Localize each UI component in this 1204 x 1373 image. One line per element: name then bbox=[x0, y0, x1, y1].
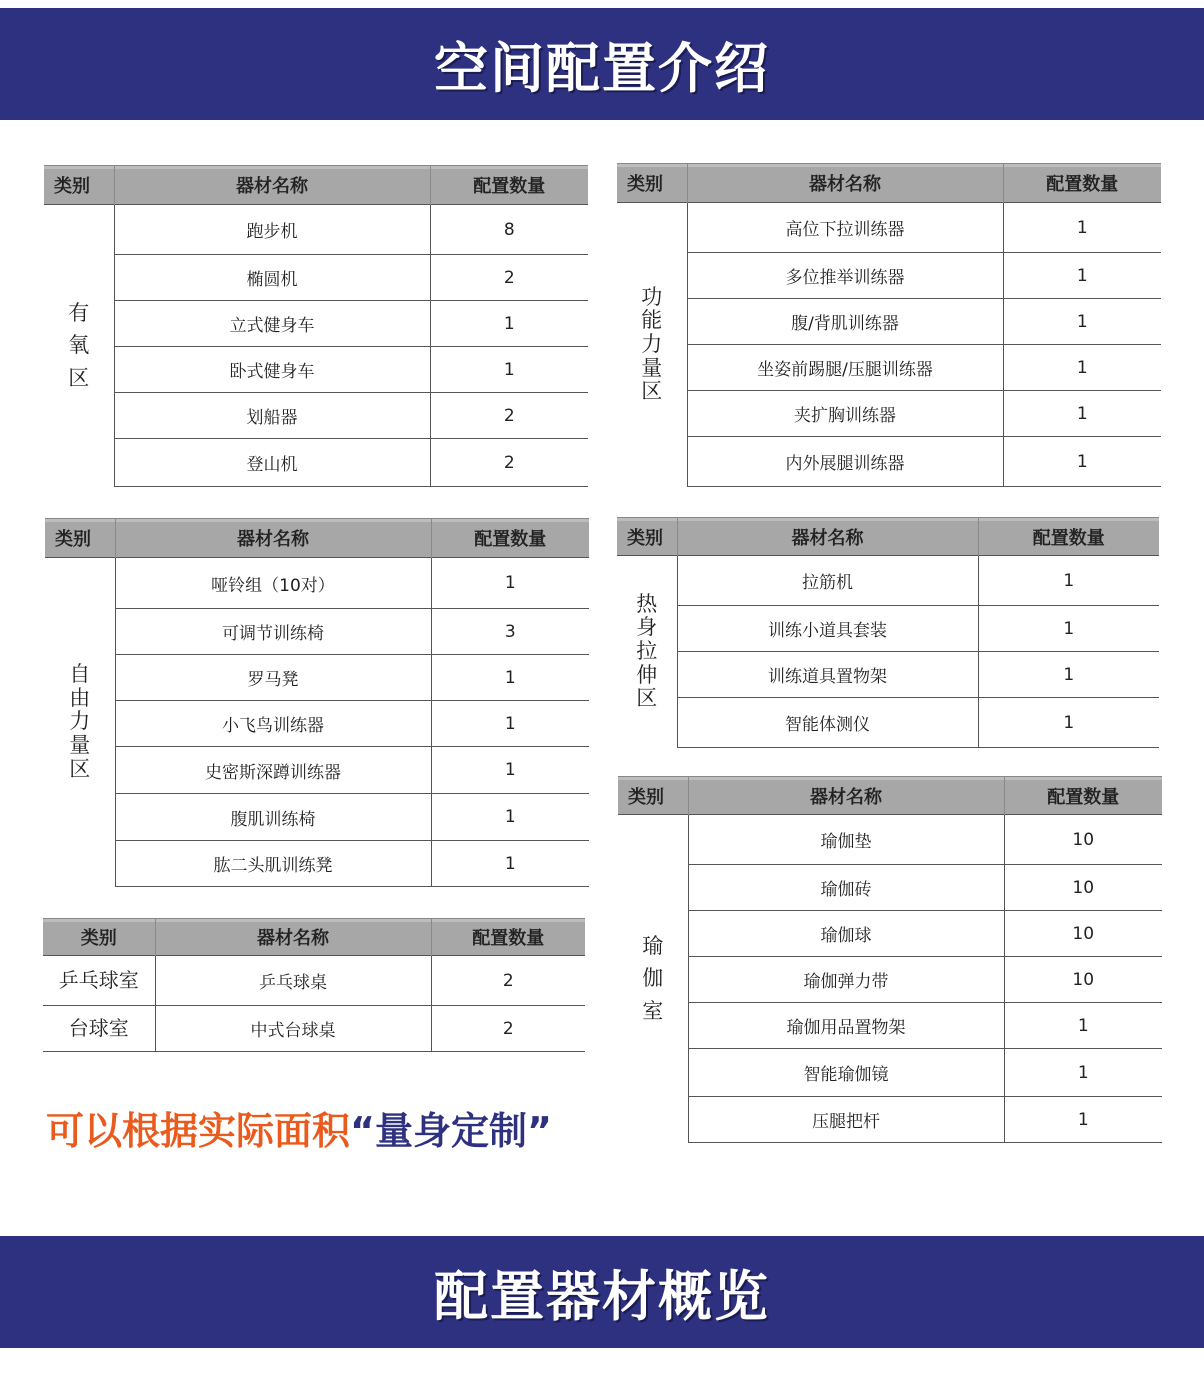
equipment-qty: 3 bbox=[431, 609, 589, 655]
equipment-qty: 1 bbox=[978, 652, 1159, 698]
equipment-qty: 2 bbox=[431, 956, 585, 1006]
table-row bbox=[618, 1097, 1162, 1143]
category-cell: 台球室 bbox=[43, 1006, 155, 1052]
col-name: 器材名称 bbox=[155, 919, 431, 956]
table-row bbox=[44, 347, 588, 393]
footer-title: 配置器材概览 bbox=[434, 1264, 770, 1328]
equipment-qty: 1 bbox=[1003, 437, 1161, 487]
col-name: 器材名称 bbox=[115, 519, 431, 558]
table-row bbox=[44, 301, 588, 347]
table-row bbox=[45, 558, 589, 609]
table-warmup bbox=[617, 517, 1159, 748]
footer-banner bbox=[0, 1236, 1204, 1348]
header-banner bbox=[0, 8, 1204, 120]
equipment-name: 智能体测仪 bbox=[677, 698, 978, 748]
table-row bbox=[45, 701, 589, 747]
equipment-name: 瑜伽砖 bbox=[688, 865, 1004, 911]
equipment-qty: 2 bbox=[430, 255, 588, 301]
page-title: 空间配置介绍 bbox=[434, 36, 770, 100]
equipment-name: 哑铃组（10对） bbox=[115, 558, 431, 609]
col-name: 器材名称 bbox=[687, 164, 1003, 203]
equipment-name: 腹/背肌训练器 bbox=[687, 299, 1003, 345]
table-free-weight bbox=[45, 518, 589, 887]
equipment-name: 史密斯深蹲训练器 bbox=[115, 747, 431, 794]
table-row bbox=[618, 815, 1162, 865]
custom-tagline bbox=[46, 1100, 552, 1155]
table-row bbox=[617, 437, 1161, 487]
equipment-name: 训练道具置物架 bbox=[677, 652, 978, 698]
equipment-name: 瑜伽垫 bbox=[688, 815, 1004, 865]
table-row bbox=[44, 393, 588, 439]
col-qty: 配置数量 bbox=[978, 518, 1159, 556]
equipment-qty: 1 bbox=[430, 301, 588, 347]
equipment-name: 卧式健身车 bbox=[114, 347, 430, 393]
equipment-qty: 1 bbox=[1004, 1097, 1162, 1143]
equipment-qty: 1 bbox=[431, 701, 589, 747]
table-row bbox=[618, 911, 1162, 957]
category-cell: 有氧区 bbox=[44, 205, 114, 487]
col-category: 类别 bbox=[618, 777, 688, 815]
table-row bbox=[43, 956, 585, 1006]
equipment-qty: 1 bbox=[1004, 1003, 1162, 1049]
table-row bbox=[45, 747, 589, 794]
table-row bbox=[617, 299, 1161, 345]
col-category: 类别 bbox=[44, 166, 114, 205]
equipment-qty: 2 bbox=[431, 1006, 585, 1052]
col-category: 类别 bbox=[43, 919, 155, 956]
equipment-name: 瑜伽弹力带 bbox=[688, 957, 1004, 1003]
equipment-qty: 10 bbox=[1004, 865, 1162, 911]
col-category: 类别 bbox=[617, 518, 677, 556]
equipment-name: 瑜伽球 bbox=[688, 911, 1004, 957]
equipment-qty: 8 bbox=[430, 205, 588, 255]
equipment-qty: 1 bbox=[431, 655, 589, 701]
equipment-name: 压腿把杆 bbox=[688, 1097, 1004, 1143]
equipment-qty: 1 bbox=[1003, 391, 1161, 437]
equipment-qty: 1 bbox=[978, 606, 1159, 652]
equipment-name: 登山机 bbox=[114, 439, 430, 487]
equipment-name: 中式台球桌 bbox=[155, 1006, 431, 1052]
col-category: 类别 bbox=[45, 519, 115, 558]
equipment-qty: 1 bbox=[1003, 253, 1161, 299]
col-qty: 配置数量 bbox=[1003, 164, 1161, 203]
col-name: 器材名称 bbox=[677, 518, 978, 556]
equipment-qty: 10 bbox=[1004, 957, 1162, 1003]
equipment-qty: 1 bbox=[430, 347, 588, 393]
table-functional bbox=[617, 163, 1161, 487]
equipment-qty: 10 bbox=[1004, 911, 1162, 957]
table-row bbox=[617, 698, 1159, 748]
equipment-name: 内外展腿训练器 bbox=[687, 437, 1003, 487]
table-row bbox=[618, 957, 1162, 1003]
category-cell: 自由力量区 bbox=[45, 558, 115, 887]
equipment-qty: 1 bbox=[1003, 203, 1161, 253]
table-row bbox=[618, 865, 1162, 911]
table-row bbox=[617, 391, 1161, 437]
category-cell: 瑜伽室 bbox=[618, 815, 688, 1143]
equipment-qty: 1 bbox=[431, 558, 589, 609]
equipment-qty: 10 bbox=[1004, 815, 1162, 865]
equipment-qty: 1 bbox=[431, 841, 589, 887]
table-row bbox=[618, 1003, 1162, 1049]
equipment-name: 乒乓球桌 bbox=[155, 956, 431, 1006]
equipment-name: 坐姿前踢腿/压腿训练器 bbox=[687, 345, 1003, 391]
equipment-qty: 1 bbox=[978, 698, 1159, 748]
table-row bbox=[43, 1006, 585, 1052]
equipment-qty: 1 bbox=[1003, 345, 1161, 391]
equipment-name: 椭圆机 bbox=[114, 255, 430, 301]
table-row bbox=[617, 652, 1159, 698]
table-row bbox=[617, 345, 1161, 391]
equipment-name: 立式健身车 bbox=[114, 301, 430, 347]
table-row bbox=[45, 794, 589, 841]
table-row bbox=[44, 255, 588, 301]
equipment-qty: 1 bbox=[978, 556, 1159, 606]
table-row bbox=[44, 439, 588, 487]
col-name: 器材名称 bbox=[114, 166, 430, 205]
category-cell: 功能力量区 bbox=[617, 203, 687, 487]
tagline-part1: 可以根据实际面积 bbox=[46, 1109, 351, 1153]
col-qty: 配置数量 bbox=[431, 519, 589, 558]
equipment-name: 小飞鸟训练器 bbox=[115, 701, 431, 747]
tagline-part2: “量身定制” bbox=[350, 1109, 552, 1153]
equipment-name: 夹扩胸训练器 bbox=[687, 391, 1003, 437]
equipment-name: 可调节训练椅 bbox=[115, 609, 431, 655]
equipment-qty: 1 bbox=[431, 747, 589, 794]
table-row bbox=[45, 655, 589, 701]
category-cell: 乒乓球室 bbox=[43, 956, 155, 1006]
table-row bbox=[617, 203, 1161, 253]
equipment-name: 多位推举训练器 bbox=[687, 253, 1003, 299]
equipment-name: 瑜伽用品置物架 bbox=[688, 1003, 1004, 1049]
equipment-name: 训练小道具套装 bbox=[677, 606, 978, 652]
table-row bbox=[618, 1049, 1162, 1097]
equipment-qty: 2 bbox=[430, 393, 588, 439]
table-row bbox=[45, 841, 589, 887]
equipment-name: 腹肌训练椅 bbox=[115, 794, 431, 841]
table-row bbox=[617, 556, 1159, 606]
equipment-qty: 1 bbox=[1004, 1049, 1162, 1097]
col-name: 器材名称 bbox=[688, 777, 1004, 815]
category-cell: 热身拉伸区 bbox=[617, 556, 677, 748]
equipment-name: 跑步机 bbox=[114, 205, 430, 255]
equipment-qty: 2 bbox=[430, 439, 588, 487]
table-aerobic bbox=[44, 165, 588, 487]
equipment-name: 划船器 bbox=[114, 393, 430, 439]
equipment-name: 罗马凳 bbox=[115, 655, 431, 701]
col-qty: 配置数量 bbox=[430, 166, 588, 205]
col-qty: 配置数量 bbox=[431, 919, 585, 956]
equipment-qty: 1 bbox=[1003, 299, 1161, 345]
table-row bbox=[44, 205, 588, 255]
table-row bbox=[617, 606, 1159, 652]
col-category: 类别 bbox=[617, 164, 687, 203]
table-games bbox=[43, 918, 585, 1052]
equipment-qty: 1 bbox=[431, 794, 589, 841]
table-row bbox=[45, 609, 589, 655]
table-yoga bbox=[618, 776, 1162, 1143]
equipment-name: 肱二头肌训练凳 bbox=[115, 841, 431, 887]
equipment-name: 高位下拉训练器 bbox=[687, 203, 1003, 253]
table-row bbox=[617, 253, 1161, 299]
col-qty: 配置数量 bbox=[1004, 777, 1162, 815]
equipment-name: 拉筋机 bbox=[677, 556, 978, 606]
equipment-name: 智能瑜伽镜 bbox=[688, 1049, 1004, 1097]
